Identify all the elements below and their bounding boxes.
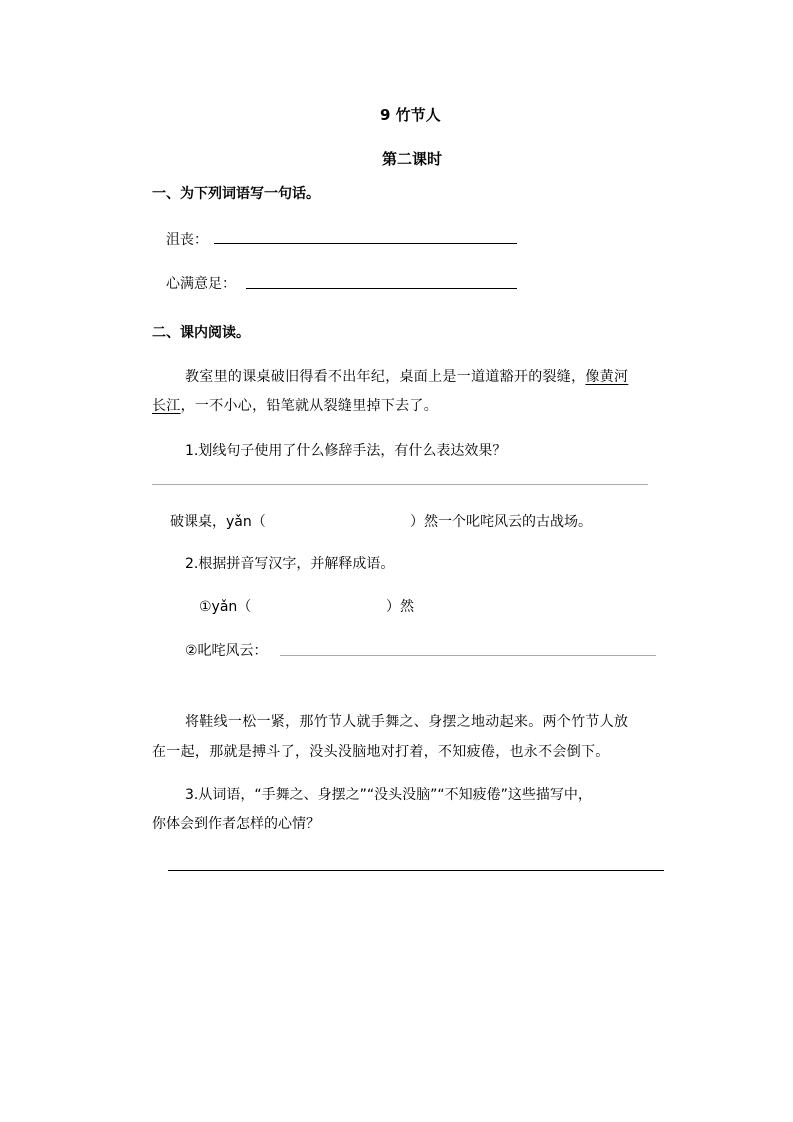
passage1-line2 (152, 395, 438, 415)
passage1-line1 (185, 366, 628, 386)
passage2-line1: 将鞋线一松一紧，那竹节人就手舞之、身摆之地动起来。两个竹节人放 (185, 714, 629, 730)
question-1: 1.划线句子使用了什么修辞手法，有什么表达效果？ (185, 443, 507, 459)
answer-line-q3[interactable] (168, 870, 664, 871)
section1-heading: 一、为下列词语写一句话。 (152, 186, 320, 202)
question-2: 2.根据拼音写汉字，并解释成语。 (185, 556, 395, 572)
q2-item1-before: ①yǎn（ (199, 599, 252, 615)
passage1-text: 教室里的课桌破旧得看不出年纪，桌面上是一道道豁开的裂缝， (185, 369, 586, 385)
passage2-line2: 在一起，那就是搏斗了，没头没脑地对打着，不知疲倦，也永不会倒下。 (152, 744, 610, 760)
q2-item1-after: ）然 (386, 599, 414, 615)
page-title: 9 竹节人 (380, 106, 441, 124)
word-label-xinmanyizu: 心满意足： (166, 276, 236, 292)
section2-heading: 二、课内阅读。 (152, 325, 250, 341)
page-subtitle: 第二课时 (382, 150, 443, 168)
passage1-text-end: ，一不小心，铅笔就从裂缝里掉下去了。 (180, 398, 439, 414)
underlined-sentence-part2: 长江 (152, 398, 181, 414)
underlined-sentence-part1: 像黄河 (585, 369, 629, 385)
answer-line-jusang[interactable] (214, 243, 517, 244)
sentence-before: 破课桌，yǎn（ (170, 514, 266, 530)
word-label-jusang: 沮丧： (166, 232, 208, 248)
q2-item2-label: ②叱咤风云： (185, 643, 268, 659)
answer-line-q1[interactable] (152, 484, 648, 485)
answer-line-xinmanyizu[interactable] (246, 288, 517, 289)
sentence-after: ）然一个叱咤风云的古战场。 (410, 514, 592, 530)
question-3-line1: 3.从词语，“手舞之、身摆之”“没头没脑”“不知疲倦”这些描写中， (185, 787, 592, 803)
question-3-line2: 你体会到作者怎样的心情？ (152, 816, 320, 832)
answer-line-q2-item2[interactable] (280, 655, 656, 656)
